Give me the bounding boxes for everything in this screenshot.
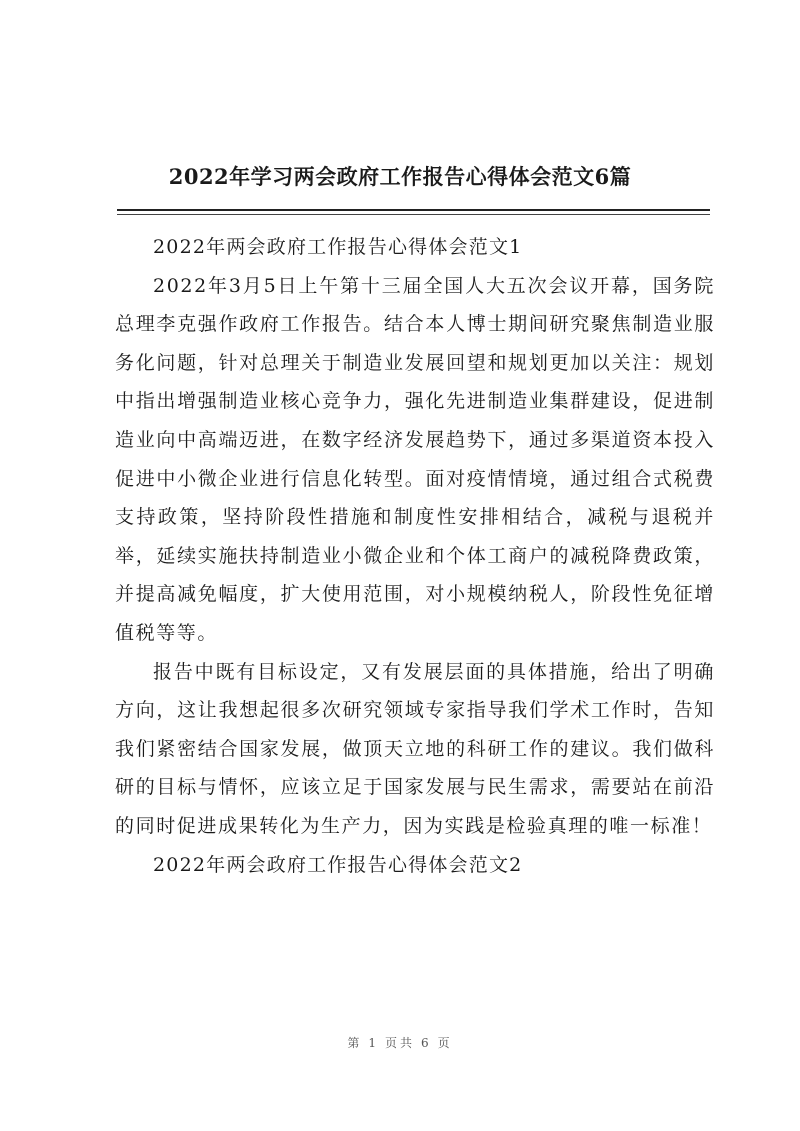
footer-suffix: 页 xyxy=(437,1036,453,1050)
paragraph-2: 报告中既有目标设定，又有发展层面的具体措施，给出了明确方向，这让我想起很多次研究领域专家指导我们学术工作时，告知我们紧密结合国家发展，做顶天立地的科研工作的建议。我们做科研的目标与情怀，应该立足于国家发展与民生需求，需要站在前沿的同时促进成果转化为生产力，因为实践是检验真理的唯一标准！ xyxy=(115,660,715,837)
footer-total-pages: 6 xyxy=(421,1036,432,1050)
document-body xyxy=(115,228,715,884)
footer-current-page: 1 xyxy=(368,1036,379,1050)
section-heading-2: 2022年两会政府工作报告心得体会范文2 xyxy=(153,853,523,876)
paragraph-1: 2022年3月5日上午第十三届全国人大五次会议开幕，国务院总理李克强作政府工作报告。结合本人博士期间研究聚焦制造业服务化问题，针对总理关于制造业发展回望和规划更加以关注：规划中指出增强制造业核心竞争力，强化先进制造业集群建设，促进制造业向中高端迈进，在数字经济发展趋势下，通过多渠道资本投入促进中小微企业进行信息化转型。面对疫情情境，通过组合式税费支持政策，坚持阶段性措施和制度性安排相结合，减税与退税并举，延续实施扶持制造业小微企业和个体工商户的减税降费政策，并提高减免幅度，扩大使用范围，对小规模纳税人，阶段性免征增值税等等。 xyxy=(115,274,715,644)
section-heading-1: 2022年两会政府工作报告心得体会范文1 xyxy=(153,236,523,258)
title-divider-thick xyxy=(117,209,710,211)
document-title: 2022年学习两会政府工作报告心得体会范文6篇 xyxy=(168,164,632,189)
footer-middle: 页共 xyxy=(384,1036,415,1050)
page-footer xyxy=(0,1034,800,1051)
footer-prefix: 第 xyxy=(347,1036,363,1050)
title-divider-thin xyxy=(117,214,710,215)
